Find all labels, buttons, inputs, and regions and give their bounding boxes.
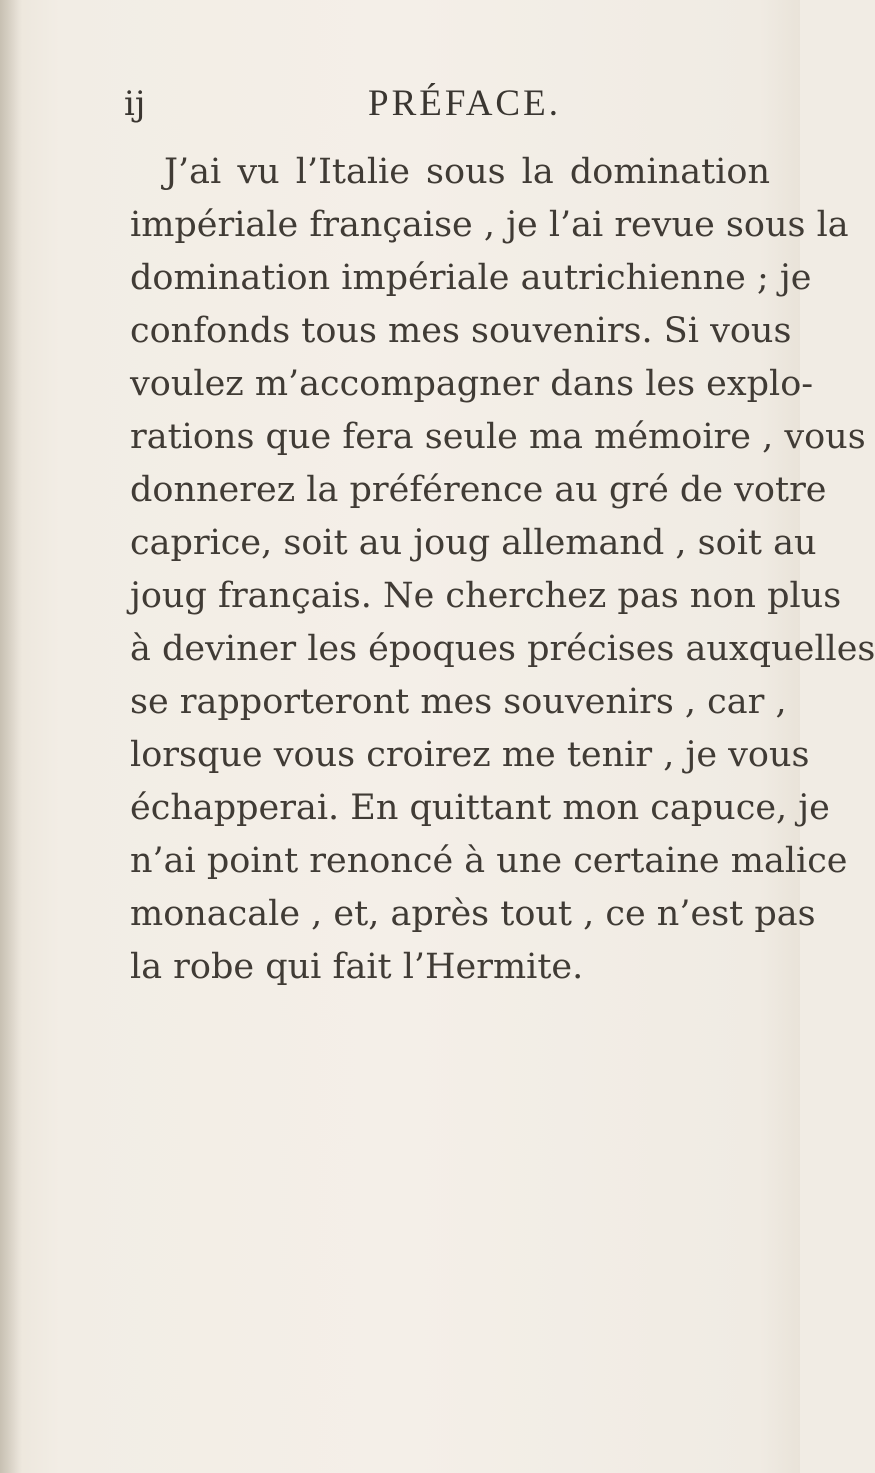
- text-line: donnerez la préférence au gré de votre: [130, 470, 827, 510]
- text-line: voulez m’accompagner dans les explo-: [130, 364, 814, 404]
- text-line: à deviner les époques précises auxquelles: [130, 629, 875, 669]
- text-line: joug français. Ne cherchez pas non plus: [130, 576, 842, 616]
- text-line: monacale , et, après tout , ce n’est pas: [130, 894, 816, 934]
- text-line: échapperai. En quittant mon capuce, je: [130, 788, 830, 828]
- page-number: ij: [124, 84, 146, 124]
- text-line: caprice, soit au joug allemand , soit au: [130, 523, 817, 563]
- text-line: n’ai point renoncé à une certaine malice: [130, 841, 848, 881]
- text-line: la robe qui fait l’Hermite.: [130, 947, 584, 987]
- text-line: se rapporteront mes souvenirs , car ,: [130, 682, 787, 722]
- running-head: PRÉFACE.: [368, 83, 561, 124]
- binding-gutter: [0, 0, 22, 1473]
- text-line: lorsque vous croirez me tenir , je vous: [130, 735, 810, 775]
- text-line: impériale française , je l’ai revue sous la: [130, 205, 849, 245]
- body-paragraph: [130, 146, 875, 994]
- text-line: confonds tous mes souvenirs. Si vous: [130, 311, 792, 351]
- text-line: rations que fera seule ma mémoire , vous: [130, 417, 866, 457]
- text-line: domination impériale autrichienne ; je: [130, 258, 812, 298]
- page-header: [0, 80, 800, 128]
- text-line: J’ai vu l’Italie sous la domination: [164, 152, 770, 192]
